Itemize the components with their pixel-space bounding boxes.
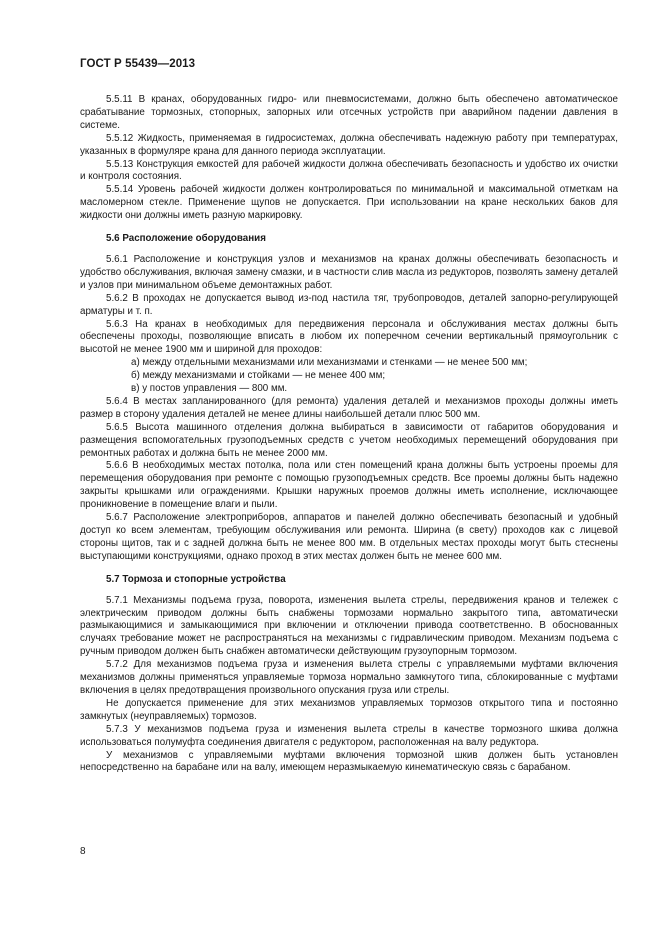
clause-5-7-2: 5.7.2 Для механизмов подъема груза и изменения вылета стрелы с управляемыми муфтами включения механизмов должны применяться управляемые тормоза нормально замкнутого типа, сблокированные с муфтами включения в целях предотвращения произвольного опускания груза или стрелы. [80, 659, 618, 696]
section-heading-5-6: 5.6 Расположение оборудования [106, 233, 266, 245]
clause-5-7-3-note: У механизмов с управляемыми муфтами включения тормозной шкив должен быть установлен непосредственно на барабане или на валу, имеющем неразмыкаемую кинематическую связь с барабаном. [80, 749, 618, 774]
clause-5-6-5: 5.6.5 Высота машинного отделения должна выбираться в зависимости от габаритов оборудования и размещения вспомогательных грузоподъемных средств с учетом необходимых перемещений оборудования при ремонтных работах и должна быть не менее 2000 мм. [80, 421, 618, 459]
clause-5-6-4: 5.6.4 В местах запланированного (для ремонта) удаления деталей и механизмов проходы должны иметь размер в сторону удаления деталей не менее длины наибольшей детали плюс 500 мм. [80, 395, 618, 420]
clause-5-5-13: 5.5.13 Конструкция емкостей для рабочей жидкости должна обеспечивать безопасность и удобство их очистки и контроля состояния. [80, 158, 618, 183]
clause-5-5-14: 5.5.14 Уровень рабочей жидкости должен контролироваться по минимальной и максимальной отметкам на масломерном стекле. Применение щупов не допускается. При использовании на кране нескольких баков для жидкости они должны иметь разную маркировку. [80, 184, 618, 222]
clause-5-7-2-note: Не допускается применение для этих механизмов управляемых тормозов открытого типа и постоянно замкнутых (неуправляемых) тормозов. [80, 697, 618, 722]
clause-5-7-1: 5.7.1 Механизмы подъема груза, поворота, изменения вылета стрелы, передвижения кранов и тележек с электрическим приводом должны быть снабжены тормозами нормально закрытого типа, автоматически размыкающимися и замыкающимися при включении и отключении привода соответственно. В обоснованных случаях требование может не распространяться на механизмы с гидравлическим приводом. Механизм подъема с ручным приводом должен быть снабжен автоматически действующим грузоупорным тормозом. [80, 594, 618, 658]
clause-5-5-12: 5.5.12 Жидкость, применяемая в гидросистемах, должна обеспечивать надежную работу при температурах, указанных в формуляре крана для данного периода эксплуатации. [80, 132, 618, 157]
clause-5-7-3: 5.7.3 У механизмов подъема груза и изменения вылета стрелы в качестве тормозного шкива должна использоваться полумуфта соединения двигателя с редуктором, расположенная на валу редуктора. [80, 723, 618, 748]
list-item-c: в) у постов управления — 800 мм. [131, 383, 288, 395]
clause-5-5-11: 5.5.11 В кранах, оборудованных гидро- или пневмосистемами, должно быть обеспечено автоматическое срабатывание тормозных, стопорных, запорных или отсечных устройств при аварийном падении давления в системе. [80, 94, 618, 131]
clause-5-6-6: 5.6.6 В необходимых местах потолка, пола или стен помещений крана должны быть устроены проемы для перемещения оборудования при ремонте с помощью грузоподъемных средств. Все проемы должны быть надежно закрыты крышками или ограждениями. Крышки наружных проемов должны иметь исполнение, исключающее проникновение в помещение влаги и пыли. [80, 460, 618, 511]
clause-5-6-7: 5.6.7 Расположение электроприборов, аппаратов и панелей должно обеспечивать безопасный и удобный доступ ко всем элементам, требующим обслуживания или ремонта. Ширина (в свету) проходов как с лицевой стороны щитов, так и с задней должна быть не менее 800 мм. В отдельных местах проходы могут быть стеснены выступающими конструкциями, однако проход в этих местах должен быть не менее 600 мм. [80, 512, 618, 562]
list-item-b: б) между механизмами и стойками — не менее 400 мм; [131, 370, 386, 382]
clause-5-6-1: 5.6.1 Расположение и конструкция узлов и механизмов на кранах должны обеспечивать безопасность и удобство обслуживания, включая замену смазки, и в частности слив масла из редукторов, позволять замену деталей и узлов при минимальном объеме демонтажных работ. [80, 253, 619, 291]
document-body [80, 94, 618, 775]
clause-5-6-2: 5.6.2 В проходах не допускается вывод из-под настила тяг, трубопроводов, деталей запорно-регулирующей арматуры и т. п. [80, 292, 618, 317]
section-heading-5-7: 5.7 Тормоза и стопорные устройства [106, 573, 286, 585]
page-number: 8 [80, 846, 86, 857]
list-item-a: а) между отдельными механизмами или механизмами и стенками — не менее 500 мм; [131, 357, 528, 369]
clause-5-6-3: 5.6.3 На кранах в необходимых для передвижения персонала и обслуживания местах должны быть обеспечены проходы, позволяющие вписать в любом их поперечном сечении вертикальный прямоугольник с высотой не менее 1900 мм и шириной для проходов: [80, 318, 618, 356]
document-header: ГОСТ Р 55439—2013 [80, 58, 196, 70]
